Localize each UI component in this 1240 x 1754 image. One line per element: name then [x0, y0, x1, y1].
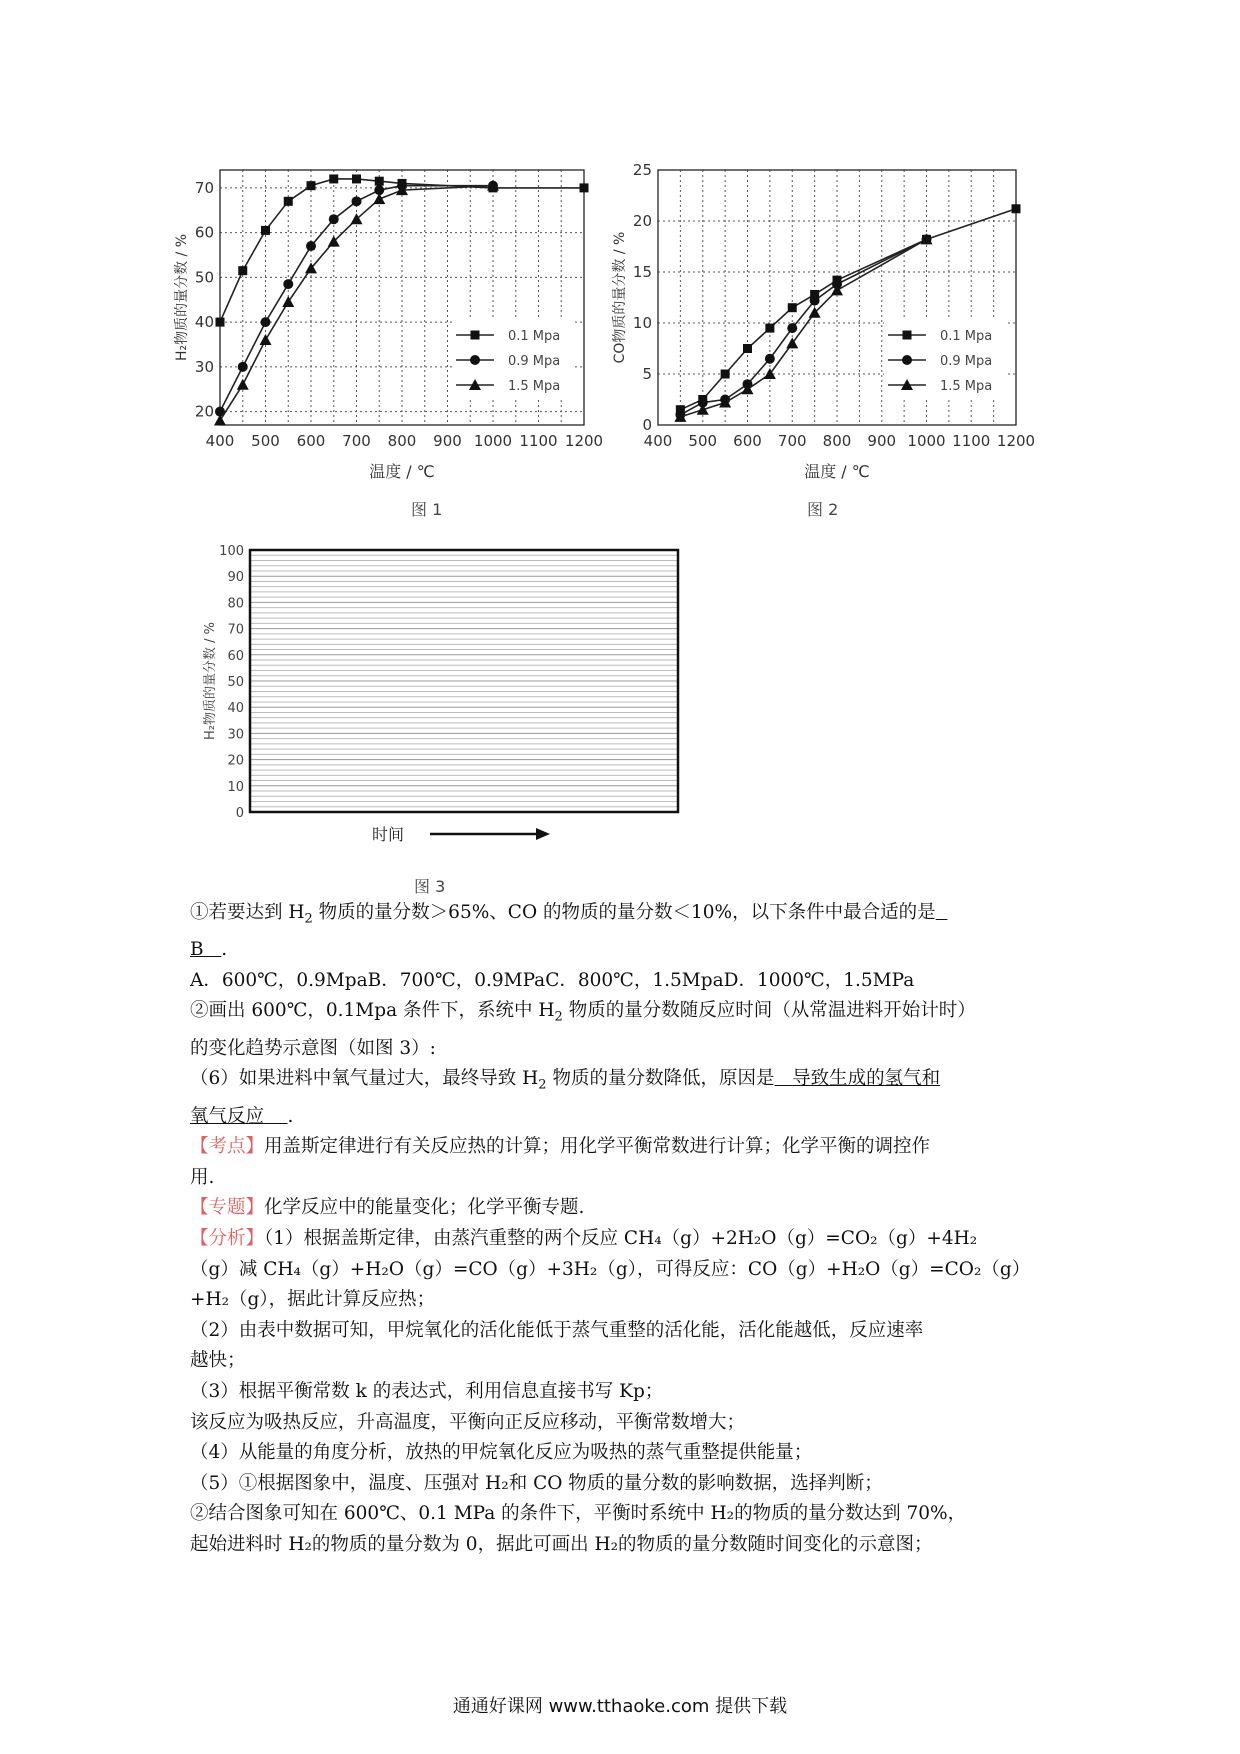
fenxi-6: （3）根据平衡常数 k 的表达式，利用信息直接书写 Kp；: [190, 1380, 664, 1402]
figure-1-chart: [150, 160, 610, 485]
zhuanti: 【专题】化学反应中的能量变化；化学平衡专题.: [190, 1197, 585, 1219]
y-tick-label: 10: [632, 314, 652, 332]
data-point: [307, 181, 316, 190]
data-point: [373, 193, 385, 204]
legend-label: 0.1 Mpa: [508, 329, 561, 344]
figure-2-chart: [610, 160, 1036, 485]
y-axis-label: H₂物质的量分数 / %: [174, 233, 190, 362]
y-tick-label: 20: [227, 753, 244, 769]
x-tick-label: 1200: [564, 432, 604, 450]
legend-label: 1.5 Mpa: [508, 379, 561, 394]
fenxi-10: ②结合图象可知在 600℃、0.1 MPa 的条件下，平衡时系统中 H₂的物质的量分数达到 70%，: [190, 1503, 967, 1525]
y-tick-label: 50: [227, 675, 244, 690]
y-tick-label: 40: [227, 701, 244, 717]
legend-marker: [903, 331, 912, 340]
figure-3-caption: 图 3: [414, 877, 446, 896]
x-axis-label: 时间: [371, 825, 405, 844]
data-point: [721, 370, 730, 379]
data-point: [765, 324, 774, 333]
y-tick-label: 30: [227, 727, 244, 743]
data-point: [787, 323, 797, 333]
x-tick-label: 700: [777, 432, 807, 450]
data-point: [329, 214, 339, 224]
data-point: [306, 241, 316, 251]
y-tick-label: 5: [642, 365, 652, 383]
legend-label: 0.9 Mpa: [508, 354, 561, 369]
fenxi-2: （g）减 CH₄（g）+H₂O（g）=CO（g）+3H₂（g），可得反应：CO（g）+H₂O（g）=CO₂（g）: [190, 1258, 1031, 1280]
data-point: [216, 318, 225, 327]
question-5-1-answer: B .: [190, 939, 228, 961]
x-tick-label: 400: [205, 432, 235, 450]
footer: 通通好课网 www.tthaoke.com 提供下载: [452, 1696, 788, 1717]
figure-2-svg: [610, 160, 1036, 485]
y-tick-label: 10: [227, 779, 244, 795]
y-tick-label: 100: [219, 544, 244, 559]
question-5-2: ②画出 600℃，0.1Mpa 条件下，系统中 $H_2$ 物质的量分数随反应时间（从常温进料开始计时）: [190, 1000, 976, 1026]
data-point: [283, 279, 293, 289]
x-tick-label: 400: [643, 432, 673, 450]
data-point: [375, 177, 384, 186]
x-tick-label: 900: [433, 432, 462, 450]
data-point: [261, 226, 270, 235]
y-tick-label: 20: [194, 402, 214, 421]
x-tick-label: 800: [387, 432, 417, 450]
time-arrow-head: [536, 828, 550, 840]
legend-marker: [470, 355, 480, 365]
data-point: [237, 379, 249, 390]
fenxi-8: （4）从能量的角度分析，放热的甲烷氧化反应为吸热的蒸气重整提供能量；: [190, 1442, 813, 1464]
kaodian: 【考点】用盖斯定律进行有关反应热的计算；用化学平衡常数进行计算；化学平衡的调控作: [190, 1136, 931, 1158]
y-tick-label: 70: [194, 178, 214, 197]
y-tick-label: 60: [227, 648, 244, 664]
data-point: [743, 344, 752, 353]
x-tick-label: 1200: [996, 432, 1036, 450]
x-axis-label: 温度 / ℃: [804, 462, 870, 481]
figure-2-caption: 图 2: [807, 500, 839, 519]
x-tick-label: 600: [296, 432, 326, 450]
figure-1-svg: [150, 160, 610, 485]
fenxi-5: 越快；: [190, 1350, 246, 1372]
answer-text: [190, 898, 1065, 1561]
y-tick-label: 50: [194, 268, 214, 287]
y-tick-label: 20: [632, 212, 652, 230]
x-tick-label: 600: [733, 432, 762, 450]
y-tick-label: 70: [227, 622, 244, 638]
x-axis-label: 温度 / ℃: [369, 462, 435, 481]
legend-marker: [902, 355, 912, 365]
x-tick-label: 900: [867, 432, 897, 450]
fenxi-9: （5）①根据图象中，温度、压强对 H₂和 CO 物质的量分数的影响数据，选择判断；: [190, 1472, 883, 1494]
x-tick-label: 500: [688, 432, 718, 450]
data-point: [284, 197, 293, 206]
y-tick-label: 90: [227, 570, 244, 586]
x-tick-label: 500: [251, 432, 280, 450]
figure-1-caption: 图 1: [411, 500, 443, 519]
data-point: [810, 296, 820, 306]
question-6: （6）如果进料中氧气量过大，最终导致 $H_2$ 物质的量分数降低，原因是 导致生成的氢气和: [190, 1068, 941, 1094]
fenxi-4: （2）由表中数据可知，甲烷氧化的活化能低于蒸气重整的活化能，活化能越低，反应速率: [190, 1319, 924, 1341]
x-tick-label: 1100: [952, 432, 991, 450]
legend-marker: [471, 331, 480, 340]
data-point: [238, 362, 248, 372]
y-tick-label: 80: [227, 596, 244, 612]
data-point: [352, 196, 362, 206]
fenxi-7: 该反应为吸热反应，升高温度，平衡向正反应移动，平衡常数增大；: [190, 1411, 746, 1433]
x-tick-label: 700: [342, 432, 371, 450]
question-5-2-cont: 的变化趋势示意图（如图 3）:: [190, 1037, 436, 1059]
y-axis-label: H₂物质的量分数 / %: [203, 622, 218, 740]
data-point: [329, 174, 338, 183]
legend-label: 0.1 Mpa: [940, 329, 993, 344]
y-tick-label: 60: [194, 223, 214, 242]
y-tick-label: 0: [642, 416, 652, 434]
y-tick-label: 40: [194, 313, 214, 332]
figure-3-svg: [190, 535, 690, 850]
fenxi-1: 【分析】（1）根据盖斯定律，由蒸汽重整的两个反应 CH₄（g）+2H₂O（g）=CO₂（g）+4H₂: [190, 1228, 978, 1249]
y-tick-label: 30: [194, 357, 214, 376]
data-point: [1012, 204, 1021, 213]
y-tick-label: 0: [235, 806, 244, 821]
y-tick-label: 25: [632, 161, 652, 179]
figure-3-chart: [190, 535, 690, 850]
data-point: [765, 354, 775, 364]
data-point: [786, 337, 798, 348]
legend-label: 0.9 Mpa: [940, 354, 993, 369]
fenxi-11: 起始进料时 H₂的物质的量分数为 0，据此可画出 H₂的物质的量分数随时间变化的示意图；: [190, 1533, 933, 1555]
x-tick-label: 1100: [519, 432, 558, 450]
legend-label: 1.5 Mpa: [940, 379, 993, 394]
question-5-1-options: A．600℃，0.9MpaB．700℃，0.9MPaC．800℃，1.5MpaD．1000℃，1.5MPa: [190, 969, 915, 991]
data-point: [352, 174, 361, 183]
data-point: [238, 266, 247, 275]
y-tick-label: 15: [632, 263, 652, 281]
data-point: [214, 415, 226, 426]
fenxi-3: +H₂（g），据此计算反应热；: [190, 1289, 436, 1311]
data-point: [282, 296, 294, 307]
y-axis-label: CO物质的量分数 / %: [612, 231, 628, 364]
data-point: [580, 183, 589, 192]
x-tick-label: 1000: [473, 432, 513, 450]
data-point: [261, 317, 271, 327]
data-point: [260, 334, 272, 345]
question-5-1: ①若要达到 $H_2$ 物质的量分数＞65%、CO 的物质的量分数＜10%，以下条件中最合适的是: [190, 902, 936, 927]
kaodian-cont: 用.: [190, 1166, 215, 1188]
data-point: [788, 303, 797, 312]
x-tick-label: 800: [822, 432, 852, 450]
question-6-answer: 氧气反应 .: [190, 1105, 294, 1127]
x-tick-label: 1000: [907, 432, 946, 450]
